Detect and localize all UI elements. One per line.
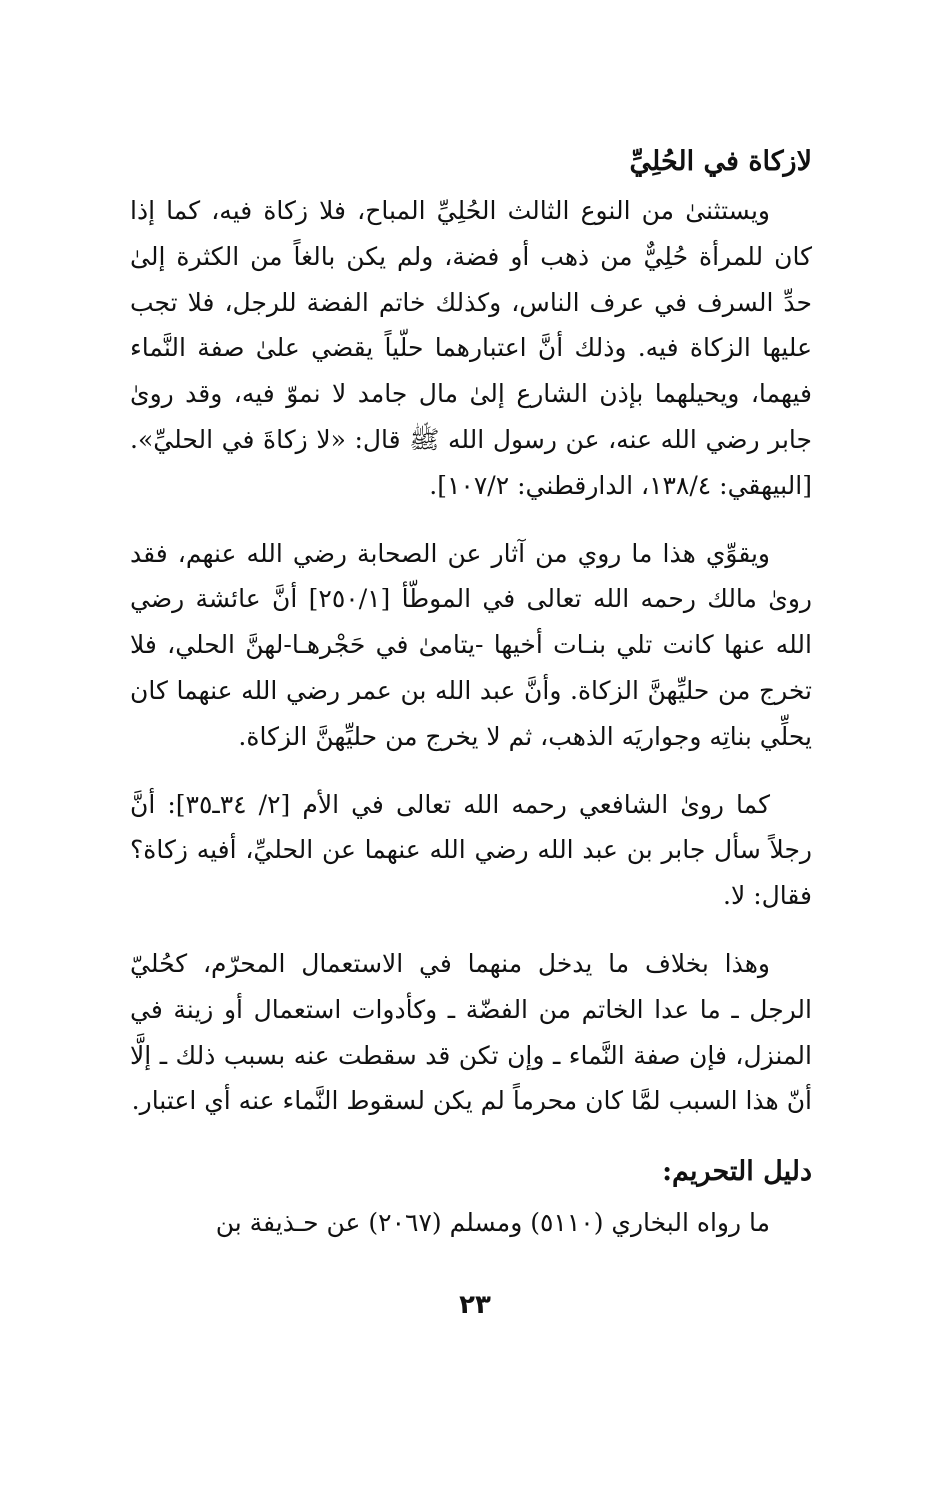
section-heading-prohibition-evidence: دليل التحريم: (662, 1156, 812, 1188)
paragraph: ويقوِّي هذا ما روي من آثار عن الصحابة رضي الله عنهم، فقد روىٰ مالك رحمه الله تعالى في الموطّأ [٢٥٠/١] أنَّ عائشة رضي الله عنها كانت تلي بنـات أخيها -يتامىٰ في حَجْرهـا-لهنَّ الحلي، فلا تخرج من حليِّهنَّ الزكاة. وأنَّ عبد الله بن عمر رضي الله عنهما كان يحلِّي بناتِه وجواريَه الذهب، ثم لا يخرج من حليِّهنَّ الزكاة. (130, 538, 812, 751)
paragraph: ما رواه البخاري (٥١١٠) ومسلم (٢٠٦٧) عن حـذيفة بن (215, 1208, 770, 1238)
paragraph: ويستثنىٰ من النوع الثالث الحُلِيِّ المباح، فلا زكاة فيه، كما إذا كان للمرأة حُلِيٌّ من ذهب أو فضة، ولم يكن بالغاً من الكثرة إلىٰ حدِّ السرف في عرف الناس، وكذلك خاتم الفضة للرجل، فلا تجب عليها الزكاة فيه. وذلك أنَّ اعتبارهما حلّياً يقضي علىٰ صفة النَّماء فيهما، ويحيلهما بإذن الشارع إلىٰ مال جامد لا نموّ فيه، وقد روىٰ جابر رضي الله عنه، عن رسول الله ﷺ قال: «لا زكاةَ في الحليِّ». [البيهقي: ١٣٨/٤، الدارقطني: ١٠٧/٢]. (130, 196, 812, 500)
paragraph: وهذا بخلاف ما يدخل منهما في الاستعمال المحرّم، كحُليّ الرجل ـ ما عدا الخاتم من الفضّة ـ وكأدوات استعمال أو زينة في المنزل، فإن صفة النَّماء ـ وإن تكن قد سقطت عنه بسبب ذلك ـ إلَّا أنّ هذا السبب لمَّا كان محرماً لم يكن لسقوط النَّماء عنه أي اعتبار. (130, 948, 812, 1116)
paragraph: كما روىٰ الشافعي رحمه الله تعالى في الأم [٢/ ٣٤ـ٣٥]: أنَّ رجلاً سأل جابر بن عبد الله رضي الله عنهما عن الحليِّ، أفيه زكاة؟ فقال: لا. (130, 789, 812, 911)
page-body (130, 140, 812, 1268)
page-number: ٢٣ (459, 1290, 491, 1320)
section-heading-zakat-jewelry: لازكاة في الحُلِيِّ (629, 146, 812, 177)
